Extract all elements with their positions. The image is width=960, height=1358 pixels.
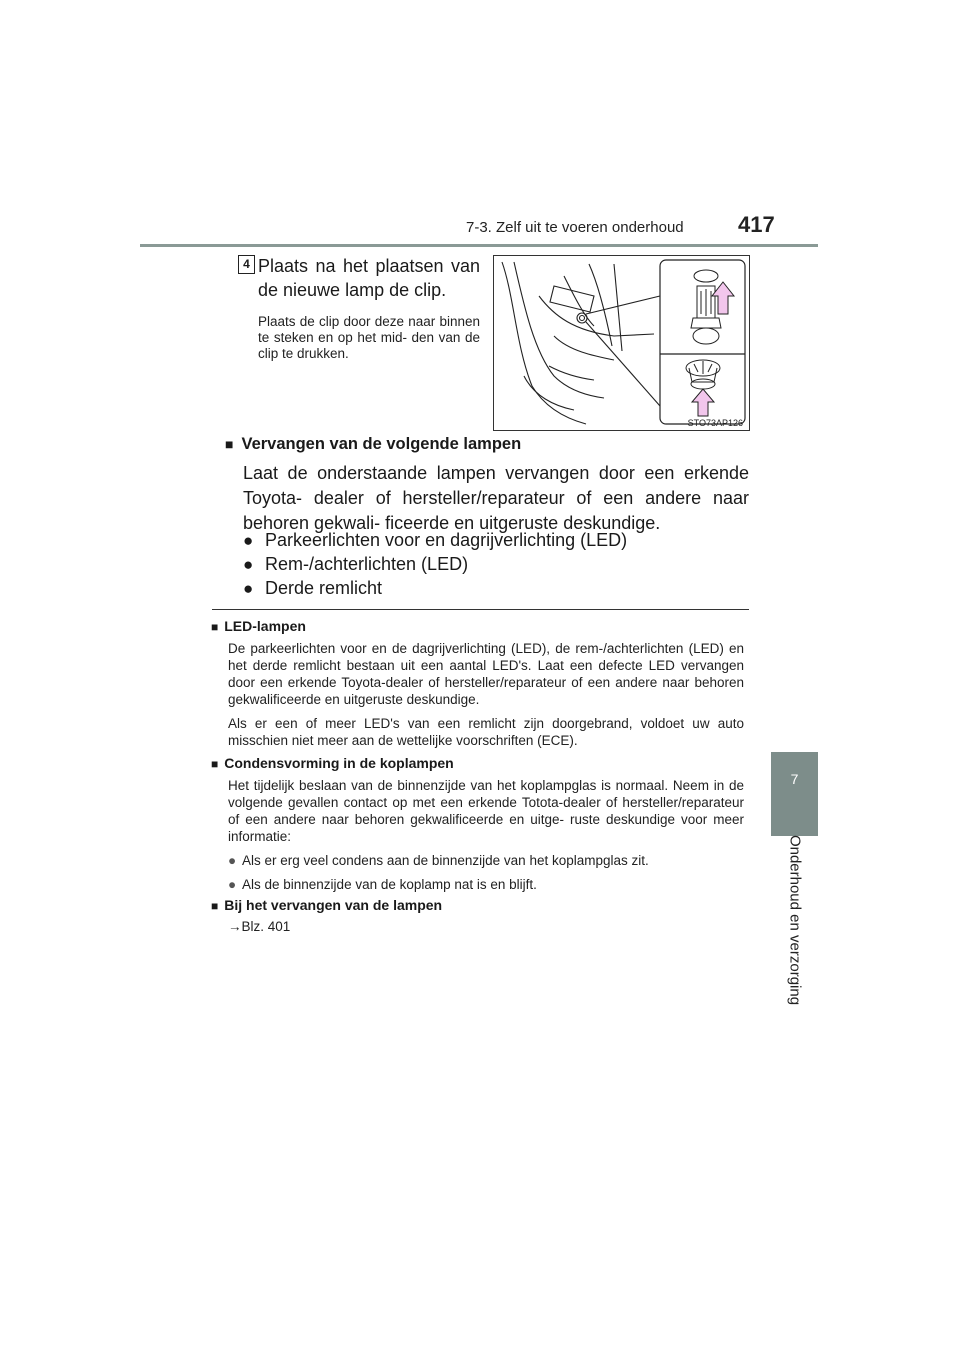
- section-title-text: Vervangen van de volgende lampen: [241, 435, 522, 453]
- note-title-replace: ■ Bij het vervangen van de lampen: [211, 897, 443, 913]
- note-title-condens: ■ Condensvorming in de koplampen: [211, 755, 454, 771]
- list-item: ● Als de binnenzijde van de koplamp nat is en blijft.: [228, 877, 537, 892]
- figure-code: STO73AP126: [687, 418, 743, 428]
- list-item: ● Derde remlicht: [243, 576, 382, 601]
- illustration-drawing: [494, 256, 749, 430]
- header-rule: [140, 244, 818, 247]
- step-note: Plaats de clip door deze naar binnen te steken en op het mid- den van de clip te drukken.: [258, 314, 480, 361]
- chapter-title: 7-3. Zelf uit te voeren onderhoud: [466, 219, 684, 236]
- note-led-paragraph-2: Als er een of meer LED's van een remlicht zijn doorgebrand, voldoet uw auto misschien niet meer aan de wettelijke voorschriften (ECE).: [228, 716, 744, 748]
- bullet-icon: ●: [228, 877, 237, 892]
- list-item: ● Als er erg veel condens aan de binnenzijde van het koplampglas zit.: [228, 853, 649, 868]
- note-led-paragraph-1: De parkeerlichten voor en de dagrijverlichting (LED), de rem-/achterlichten (LED) en het derde remlicht bestaan uit een aantal LED's. Laat een defecte LED vervangen door een erkende Toyota-dealer of hersteller/reparateur of een andere naar behoren gekwalificeerde en uitgeruste deskundige.: [228, 641, 744, 707]
- lamp-clip-illustration: [493, 255, 750, 431]
- note-title-led: ■ LED-lampen: [211, 618, 306, 634]
- bullet-icon: ●: [243, 531, 254, 550]
- bullet-icon: ●: [228, 853, 237, 868]
- chapter-tab-number: 7: [790, 771, 799, 787]
- page-reference-link[interactable]: →Blz. 401: [228, 919, 291, 934]
- page-number: 417: [738, 212, 775, 237]
- list-item: ● Rem-/achterlichten (LED): [243, 552, 468, 577]
- list-item: ● Parkeerlichten voor en dagrijverlichting (LED): [243, 528, 627, 553]
- note-square-icon: ■: [211, 899, 219, 913]
- chapter-tab: [771, 752, 818, 836]
- chapter-tab-label: Onderhoud en verzorging: [786, 834, 804, 1006]
- notes-divider: [212, 609, 749, 610]
- step-number-badge: 4: [238, 255, 255, 274]
- step-title: Plaats na het plaatsen van de nieuwe lamp de clip.: [258, 256, 480, 300]
- note-condens-paragraph: Het tijdelijk beslaan van de binnenzijde van het koplampglas is normaal. Neem in de volgende gevallen contact op met een erkende Totota-dealer of hersteller/reparateur of een andere naar behoren gekwalificeerde en uitge- ruste deskundige voor meer informatie:: [228, 778, 744, 844]
- section-body: Laat de onderstaande lampen vervangen door een erkende Toyota- dealer of hersteller/reparateur of een andere naar behoren gekwali- ficeerde en uitgeruste deskundige.: [243, 463, 749, 533]
- section-square-icon: ■: [225, 436, 234, 452]
- note-square-icon: ■: [211, 620, 219, 634]
- note-square-icon: ■: [211, 757, 219, 771]
- section-title: [225, 435, 521, 454]
- bullet-icon: ●: [243, 579, 254, 598]
- bullet-icon: ●: [243, 555, 254, 574]
